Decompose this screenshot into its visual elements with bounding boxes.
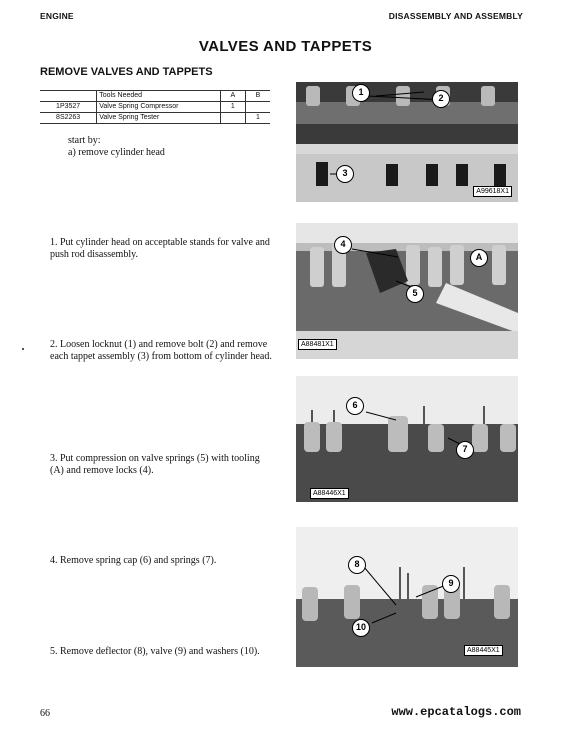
photo-code: A88481X1 bbox=[298, 339, 337, 350]
photo-code: A88445X1 bbox=[464, 645, 503, 656]
photo-code: A99618X1 bbox=[473, 186, 512, 197]
callout-5: 5 bbox=[406, 285, 424, 303]
photo-1-image bbox=[296, 82, 518, 202]
callout-8: 8 bbox=[348, 556, 366, 574]
step-number: 2. bbox=[50, 339, 58, 350]
callout-7: 7 bbox=[456, 441, 474, 459]
step-number: 1. bbox=[50, 237, 58, 248]
running-header-right: DISASSEMBLY AND ASSEMBLY bbox=[388, 11, 523, 21]
tools-header-a: A bbox=[220, 91, 245, 102]
page-number: 66 bbox=[40, 708, 50, 719]
tool-part-number: 8S2263 bbox=[40, 113, 97, 124]
step-number: 3. bbox=[50, 453, 58, 464]
photo-code: A88446X1 bbox=[310, 488, 349, 499]
tools-header-name: Tools Needed bbox=[97, 91, 221, 102]
step-2 bbox=[50, 339, 272, 363]
section-heading: REMOVE VALVES AND TAPPETS bbox=[40, 66, 213, 78]
running-header-left: ENGINE bbox=[40, 11, 74, 21]
callout-2: 2 bbox=[432, 90, 450, 108]
tool-qty-b bbox=[245, 102, 270, 113]
photo-deflector-valve bbox=[296, 527, 518, 667]
photo-spring-caps bbox=[296, 376, 518, 502]
start-by-block bbox=[68, 135, 165, 159]
step-5 bbox=[50, 646, 272, 658]
step-1 bbox=[50, 237, 272, 261]
start-by-label: start by: bbox=[68, 135, 101, 146]
page-title: VALVES AND TAPPETS bbox=[198, 38, 373, 55]
step-3 bbox=[50, 453, 272, 477]
tools-header-b: B bbox=[245, 91, 270, 102]
tools-table bbox=[40, 90, 270, 124]
step-number: 5. bbox=[50, 646, 58, 657]
photo-cylinder-head-tappets bbox=[296, 82, 518, 202]
tool-qty-a: 1 bbox=[220, 102, 245, 113]
photo-3-image bbox=[296, 376, 518, 502]
tool-qty-b: 1 bbox=[245, 113, 270, 124]
callout-9: 9 bbox=[442, 575, 460, 593]
start-by-item: a) remove cylinder head bbox=[68, 147, 165, 158]
tool-name: Valve Spring Compressor bbox=[97, 102, 221, 113]
photo-spring-compressor bbox=[296, 223, 518, 359]
step-text: Remove spring cap (6) and springs (7). bbox=[60, 555, 217, 566]
table-row bbox=[40, 113, 270, 124]
step-text: Put compression on valve springs (5) with tooling (A) and remove locks (4). bbox=[50, 453, 260, 476]
tools-header-part bbox=[40, 91, 97, 102]
callout-10: 10 bbox=[352, 619, 370, 637]
table-row bbox=[40, 102, 270, 113]
callout-4: 4 bbox=[334, 236, 352, 254]
step-text: Remove deflector (8), valve (9) and washers (10). bbox=[60, 646, 260, 657]
tool-name: Valve Spring Tester bbox=[97, 113, 221, 124]
tools-table-header bbox=[40, 91, 270, 102]
tool-part-number: 1P3527 bbox=[40, 102, 97, 113]
callout-A: A bbox=[470, 249, 488, 267]
step-number: 4. bbox=[50, 555, 58, 566]
step-4 bbox=[50, 555, 272, 567]
callout-1: 1 bbox=[352, 84, 370, 102]
callout-3: 3 bbox=[336, 165, 354, 183]
step-text: Put cylinder head on acceptable stands for valve and push rod disassembly. bbox=[50, 237, 270, 260]
scan-speck bbox=[22, 348, 24, 350]
step-text: Loosen locknut (1) and remove bolt (2) and remove each tappet assembly (3) from bottom of cylinder head. bbox=[50, 339, 272, 362]
tool-qty-a bbox=[220, 113, 245, 124]
watermark: www.epcatalogs.com bbox=[391, 705, 521, 719]
callout-6: 6 bbox=[346, 397, 364, 415]
